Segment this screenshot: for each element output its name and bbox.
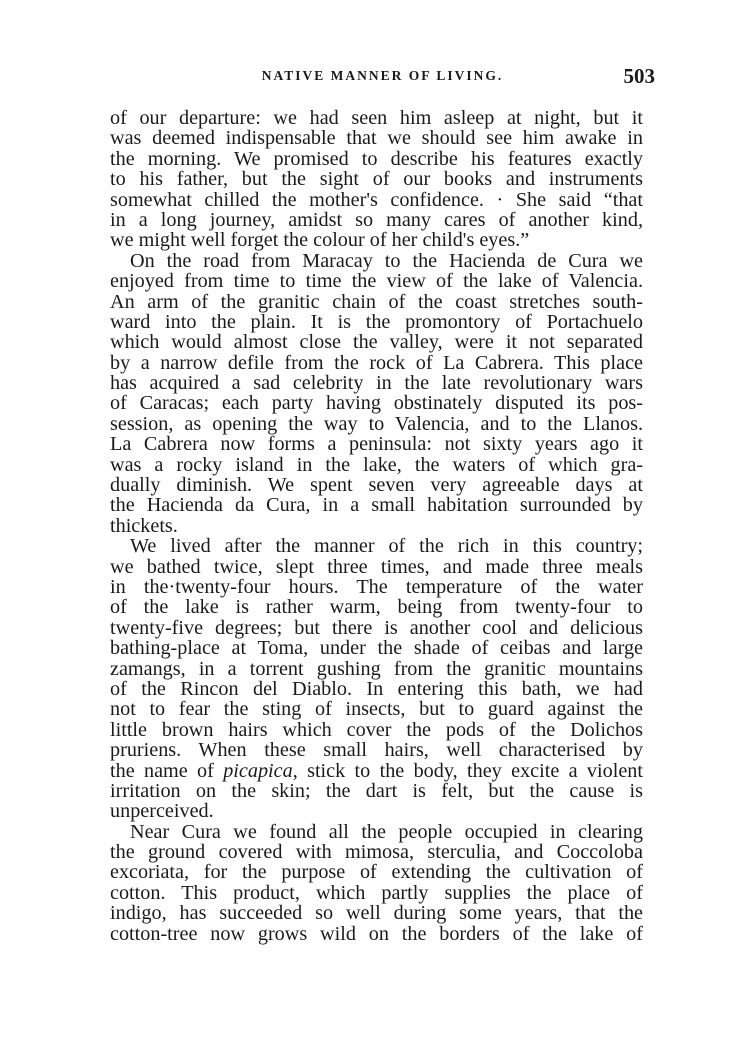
text-line: On the road from Maracay to the Hacienda de Cura we [130, 249, 643, 272]
text-line: bathing-place at Toma, under the shade of ceibas and large [110, 637, 643, 660]
text-line: the morning. We promised to describe his features exactly [110, 147, 643, 170]
text-line: pruriens. When these small hairs, well characterised by [110, 739, 643, 762]
text-line: the Hacienda da Cura, in a small habitation surrounded by [110, 494, 643, 517]
text-line: Near Cura we found all the people occupied in clearing [130, 820, 643, 843]
text-line: of the lake is rather warm, being from twenty-four to [110, 596, 643, 619]
text-line: we bathed twice, slept three times, and made three meals [110, 555, 643, 578]
body-text [110, 108, 643, 944]
text-line: dually diminish. We spent seven very agreeable days at [110, 474, 643, 497]
text-line: little brown hairs which cover the pods of the Dolichos [110, 718, 643, 741]
text-line: ward into the plain. It is the promontory of Portachuelo [110, 310, 643, 333]
text-line: thickets. [110, 514, 178, 537]
text-line: of the Rincon del Diablo. In entering this bath, we had [110, 677, 643, 700]
text-line: irritation on the skin; the dart is felt, but the cause is [110, 779, 643, 802]
text-line: not to fear the sting of insects, but to guard against the [110, 698, 643, 721]
text-line: enjoyed from time to time the view of the lake of Valencia. [110, 270, 643, 293]
text-line: excoriata, for the purpose of extending the cultivation of [110, 861, 643, 884]
text-line: was a rocky island in the lake, the waters of which gra- [110, 453, 643, 476]
text-line: La Cabrera now forms a peninsula: not sixty years ago it [110, 433, 643, 456]
text-line: zamangs, in a torrent gushing from the granitic mountains [110, 657, 643, 680]
text-line: cotton. This product, which partly supplies the place of [110, 881, 643, 904]
text-line: was deemed indispensable that we should see him awake in [110, 127, 643, 150]
text-line: the name of picapica, stick to the body, they excite a violent [110, 759, 643, 782]
italic-term: picapica [223, 759, 293, 782]
text-line: we might well forget the colour of her child's eyes.” [110, 229, 530, 252]
text-line: of our departure: we had seen him asleep at night, but it [110, 107, 643, 129]
text-line: indigo, has succeeded so well during some years, that the [110, 902, 643, 925]
text-line: session, as opening the way to Valencia, and to the Llanos. [110, 412, 643, 435]
text-line: twenty-five degrees; but there is another cool and delicious [110, 616, 643, 639]
text-line: We lived after the manner of the rich in this country; [130, 535, 643, 558]
text-line: cotton-tree now grows wild on the borders of the lake of [110, 922, 643, 945]
running-header [110, 64, 655, 90]
text-line: unperceived. [110, 800, 214, 823]
text-line: in a long journey, amidst so many cares of another kind, [110, 208, 643, 231]
text-line: by a narrow defile from the rock of La Cabrera. This place [110, 351, 643, 374]
text-line: of Caracas; each party having obstinately disputed its pos- [110, 392, 643, 415]
text-line: in the·twenty-four hours. The temperature of the water [110, 575, 643, 598]
page-number: 503 [623, 64, 655, 88]
text-line: which would almost close the valley, were it not separated [110, 331, 643, 354]
text-line: An arm of the granitic chain of the coast stretches south- [110, 290, 643, 313]
text-line: the ground covered with mimosa, sterculia, and Coccoloba [110, 841, 643, 864]
running-title: NATIVE MANNER OF LIVING. [261, 68, 504, 83]
text-line: somewhat chilled the mother's confidence. · She said “that [110, 188, 643, 211]
text-line: to his father, but the sight of our books and instruments [110, 168, 643, 191]
text-line: has acquired a sad celebrity in the late revolutionary wars [110, 372, 643, 395]
